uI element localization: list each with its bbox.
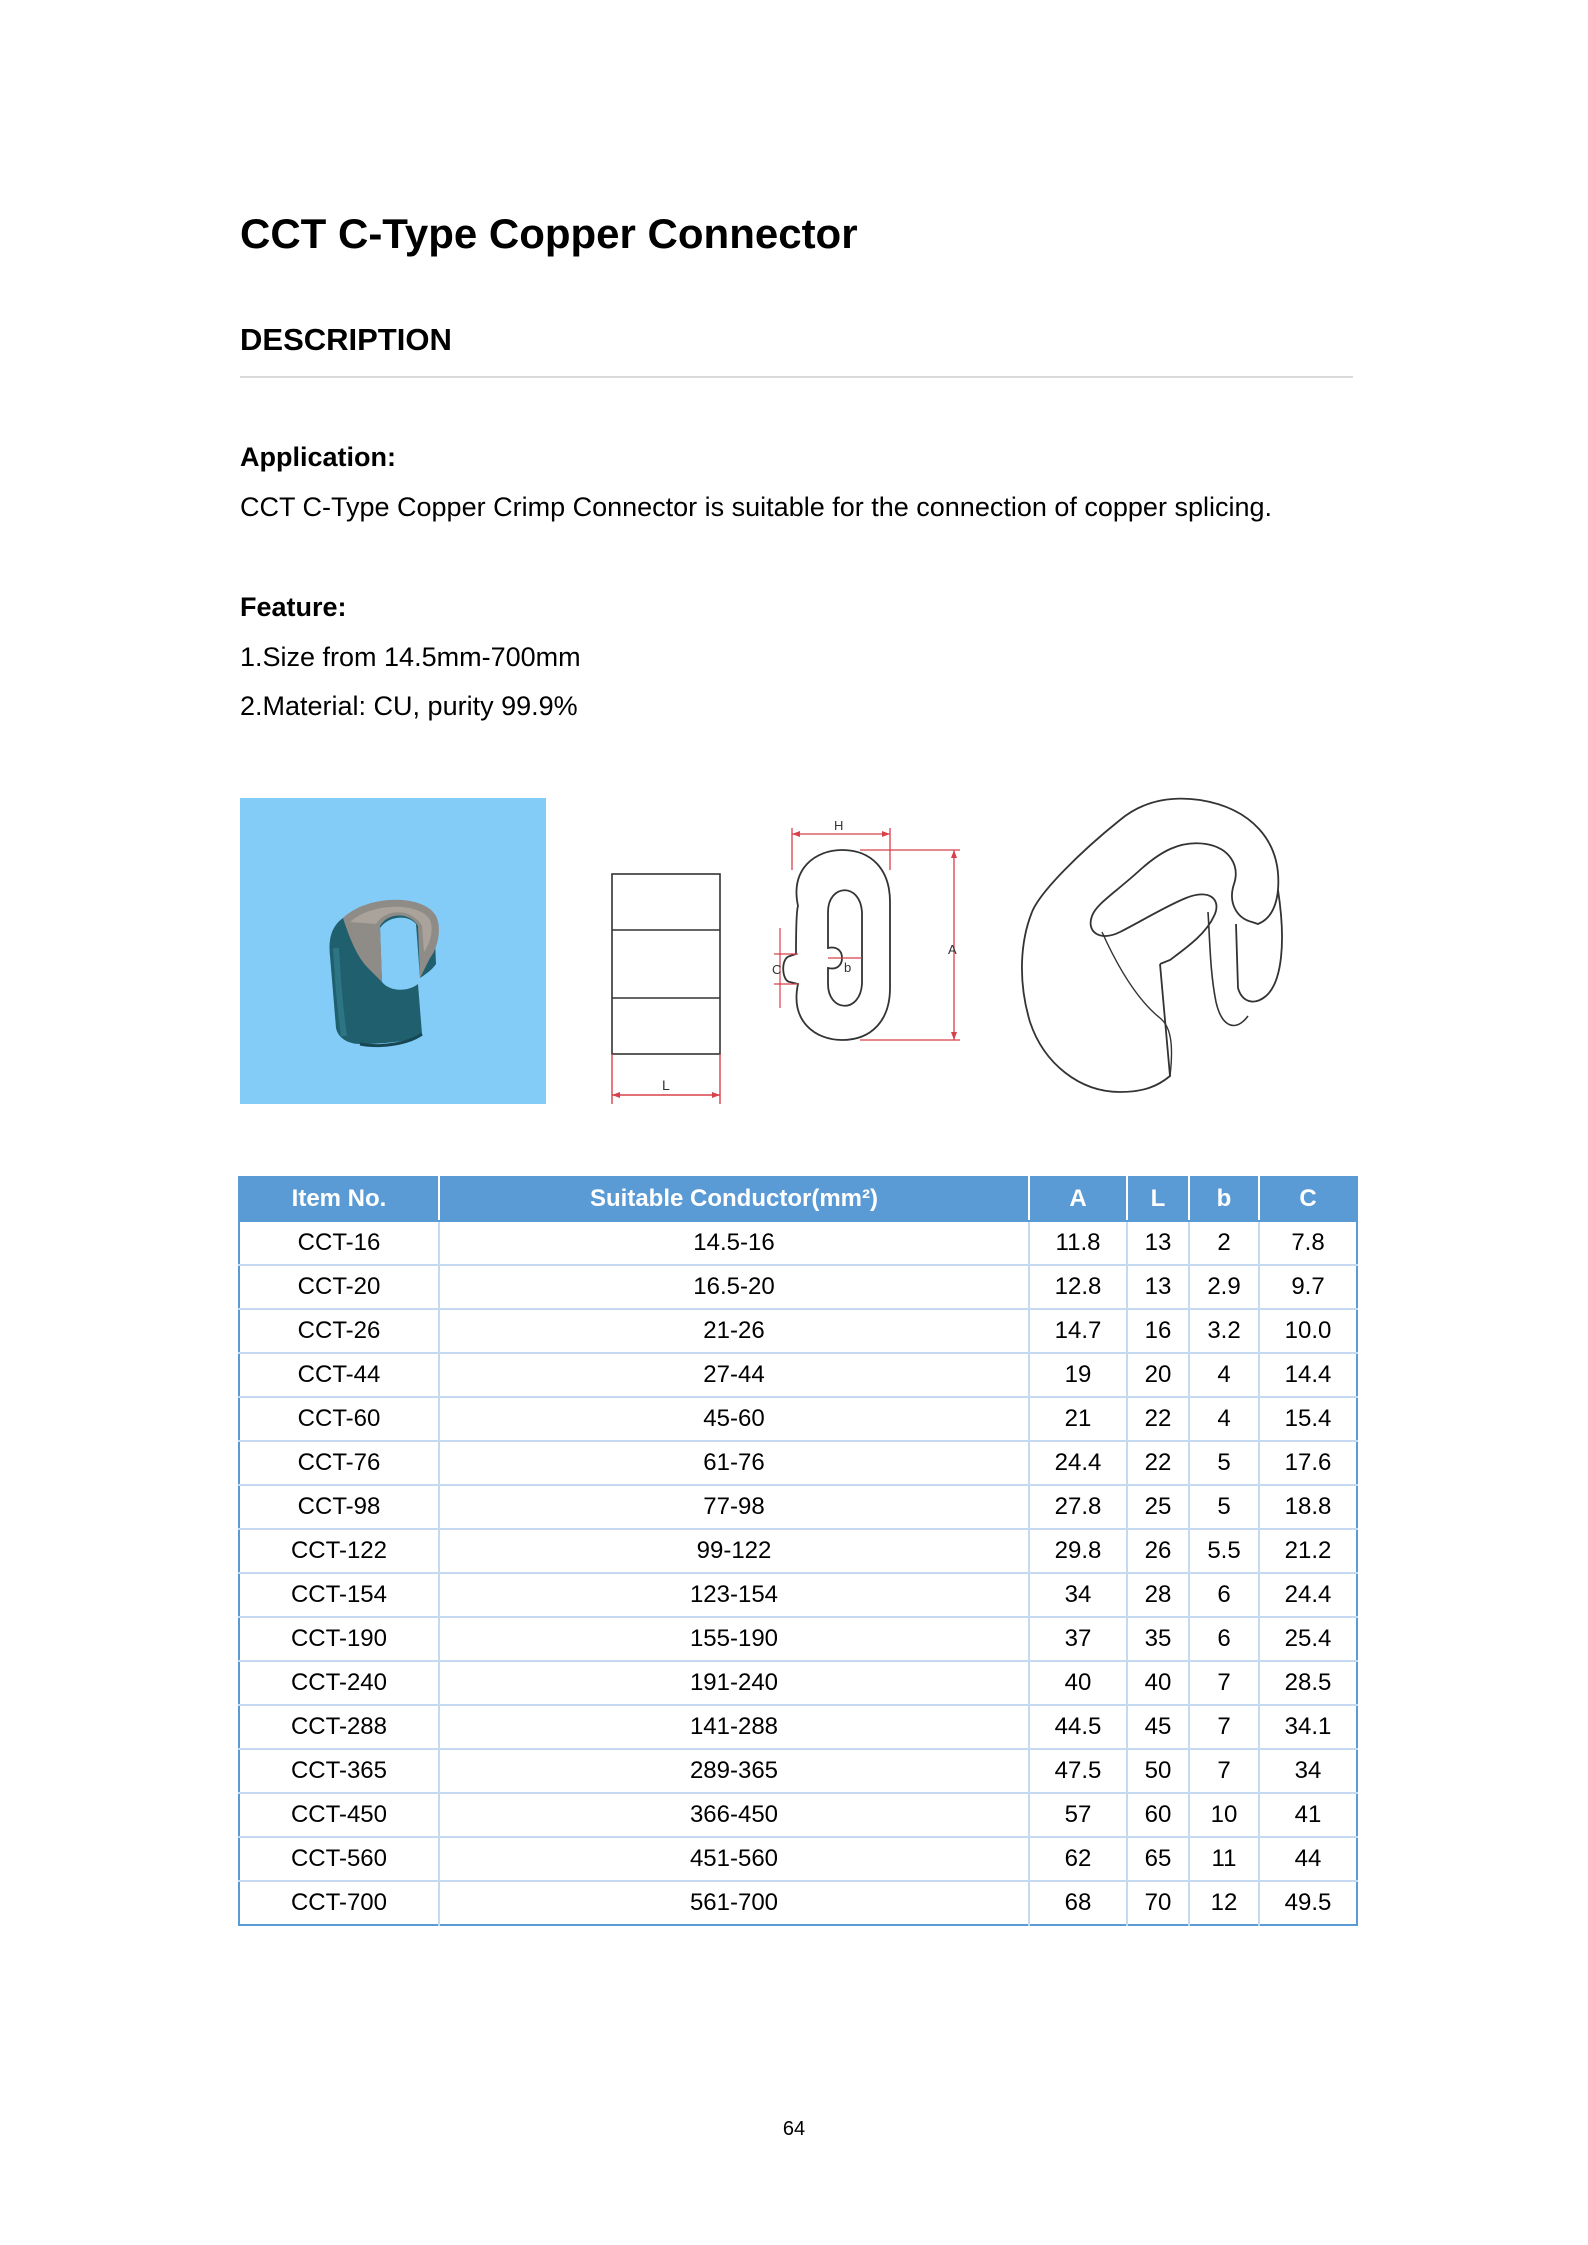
table-cell: CCT-700 xyxy=(239,1881,439,1925)
dimension-label: b xyxy=(844,960,852,975)
table-cell: 7.8 xyxy=(1259,1221,1357,1265)
table-cell: 50 xyxy=(1127,1749,1189,1793)
table-cell: 14.5-16 xyxy=(439,1221,1029,1265)
table-cell: 41 xyxy=(1259,1793,1357,1837)
front-view-graphic xyxy=(600,818,732,1104)
table-cell: CCT-98 xyxy=(239,1485,439,1529)
table-cell: 44 xyxy=(1259,1837,1357,1881)
table-cell: CCT-450 xyxy=(239,1793,439,1837)
table-cell: CCT-288 xyxy=(239,1705,439,1749)
page-number: 64 xyxy=(782,2118,806,2140)
section-divider xyxy=(240,376,1353,378)
table-cell: 34.1 xyxy=(1259,1705,1357,1749)
table-cell: 44.5 xyxy=(1029,1705,1127,1749)
table-row xyxy=(239,1309,1357,1353)
column-header: Item No. xyxy=(239,1177,439,1221)
table-cell: 28 xyxy=(1127,1573,1189,1617)
table-cell: 22 xyxy=(1127,1397,1189,1441)
feature-item: 2.Material: CU, purity 99.9% xyxy=(240,691,578,721)
dimension-label: L xyxy=(662,1077,670,1093)
table-body xyxy=(239,1221,1357,1925)
column-header: Suitable Conductor(mm²) xyxy=(439,1177,1029,1221)
table-cell: 19 xyxy=(1029,1353,1127,1397)
table-cell: 22 xyxy=(1127,1441,1189,1485)
table-cell: 62 xyxy=(1029,1837,1127,1881)
table-header-row xyxy=(239,1177,1357,1221)
table-row xyxy=(239,1265,1357,1309)
table-cell: 21 xyxy=(1029,1397,1127,1441)
table-row xyxy=(239,1221,1357,1265)
feature-label: Feature: xyxy=(240,592,347,622)
table-cell: 27.8 xyxy=(1029,1485,1127,1529)
table-cell: 4 xyxy=(1189,1353,1259,1397)
table-cell: 141-288 xyxy=(439,1705,1029,1749)
table-row xyxy=(239,1397,1357,1441)
table-row xyxy=(239,1881,1357,1925)
side-view-drawing xyxy=(760,808,968,1054)
table-cell: 26 xyxy=(1127,1529,1189,1573)
table-cell: 561-700 xyxy=(439,1881,1029,1925)
table-cell: 10 xyxy=(1189,1793,1259,1837)
column-header: L xyxy=(1127,1177,1189,1221)
table-cell: 123-154 xyxy=(439,1573,1029,1617)
table-cell: 25.4 xyxy=(1259,1617,1357,1661)
table-cell: 24.4 xyxy=(1029,1441,1127,1485)
table-cell: 49.5 xyxy=(1259,1881,1357,1925)
side-view-graphic xyxy=(760,808,968,1054)
table-cell: 11.8 xyxy=(1029,1221,1127,1265)
table-cell: 5 xyxy=(1189,1485,1259,1529)
table-cell: 7 xyxy=(1189,1661,1259,1705)
table-cell: CCT-240 xyxy=(239,1661,439,1705)
table-cell: 21.2 xyxy=(1259,1529,1357,1573)
table-row xyxy=(239,1441,1357,1485)
application-text: CCT C-Type Copper Crimp Connector is suitable for the connection of copper splicing. xyxy=(240,492,1272,522)
table-cell: 7 xyxy=(1189,1749,1259,1793)
table-row xyxy=(239,1793,1357,1837)
table-cell: CCT-190 xyxy=(239,1617,439,1661)
table-cell: CCT-122 xyxy=(239,1529,439,1573)
front-view-drawing xyxy=(600,818,732,1104)
table-cell: 366-450 xyxy=(439,1793,1029,1837)
table-cell: 40 xyxy=(1127,1661,1189,1705)
table-cell: 16.5-20 xyxy=(439,1265,1029,1309)
table-cell: 12 xyxy=(1189,1881,1259,1925)
table-cell: CCT-16 xyxy=(239,1221,439,1265)
column-header: A xyxy=(1029,1177,1127,1221)
table-cell: 155-190 xyxy=(439,1617,1029,1661)
dimension-label: C xyxy=(772,962,782,977)
table-cell: CCT-560 xyxy=(239,1837,439,1881)
table-cell: 20 xyxy=(1127,1353,1189,1397)
table-row xyxy=(239,1485,1357,1529)
table-cell: 47.5 xyxy=(1029,1749,1127,1793)
table-row xyxy=(239,1705,1357,1749)
table-row xyxy=(239,1529,1357,1573)
table-cell: 28.5 xyxy=(1259,1661,1357,1705)
table-cell: 3.2 xyxy=(1189,1309,1259,1353)
table-cell: 70 xyxy=(1127,1881,1189,1925)
table-cell: 18.8 xyxy=(1259,1485,1357,1529)
table-cell: 29.8 xyxy=(1029,1529,1127,1573)
table-cell: CCT-20 xyxy=(239,1265,439,1309)
table-cell: CCT-365 xyxy=(239,1749,439,1793)
dimension-label: H xyxy=(834,818,844,833)
table-cell: 25 xyxy=(1127,1485,1189,1529)
table-cell: 15.4 xyxy=(1259,1397,1357,1441)
table-cell: 77-98 xyxy=(439,1485,1029,1529)
section-heading: DESCRIPTION xyxy=(240,322,452,357)
table-cell: 99-122 xyxy=(439,1529,1029,1573)
table-cell: 11 xyxy=(1189,1837,1259,1881)
table-cell: CCT-60 xyxy=(239,1397,439,1441)
spec-table xyxy=(238,1176,1358,1926)
table-cell: 17.6 xyxy=(1259,1441,1357,1485)
table-cell: 7 xyxy=(1189,1705,1259,1749)
table-cell: 61-76 xyxy=(439,1441,1029,1485)
table-cell: CCT-26 xyxy=(239,1309,439,1353)
table-cell: 14.7 xyxy=(1029,1309,1127,1353)
table-row xyxy=(239,1661,1357,1705)
product-photo xyxy=(240,798,546,1104)
table-cell: 68 xyxy=(1029,1881,1127,1925)
table-row xyxy=(239,1353,1357,1397)
table-cell: 24.4 xyxy=(1259,1573,1357,1617)
table-cell: 2 xyxy=(1189,1221,1259,1265)
isometric-graphic xyxy=(1010,792,1292,1094)
connector-photo-graphic xyxy=(240,798,546,1104)
table-cell: 10.0 xyxy=(1259,1309,1357,1353)
table-cell: 13 xyxy=(1127,1221,1189,1265)
isometric-drawing xyxy=(1010,792,1292,1094)
table-cell: 60 xyxy=(1127,1793,1189,1837)
table-cell: 45-60 xyxy=(439,1397,1029,1441)
table-cell: 14.4 xyxy=(1259,1353,1357,1397)
table-cell: 16 xyxy=(1127,1309,1189,1353)
column-header: b xyxy=(1189,1177,1259,1221)
table-cell: CCT-44 xyxy=(239,1353,439,1397)
table-cell: 2.9 xyxy=(1189,1265,1259,1309)
table-cell: 5.5 xyxy=(1189,1529,1259,1573)
table-cell: 13 xyxy=(1127,1265,1189,1309)
table-row xyxy=(239,1837,1357,1881)
table-cell: 191-240 xyxy=(439,1661,1029,1705)
table-cell: 289-365 xyxy=(439,1749,1029,1793)
table-cell: CCT-76 xyxy=(239,1441,439,1485)
table-cell: 37 xyxy=(1029,1617,1127,1661)
table-cell: 5 xyxy=(1189,1441,1259,1485)
table-cell: 451-560 xyxy=(439,1837,1029,1881)
column-header: C xyxy=(1259,1177,1357,1221)
table-cell: 65 xyxy=(1127,1837,1189,1881)
table-row xyxy=(239,1617,1357,1661)
table-cell: 57 xyxy=(1029,1793,1127,1837)
table-cell: 40 xyxy=(1029,1661,1127,1705)
table-cell: 9.7 xyxy=(1259,1265,1357,1309)
table-cell: 21-26 xyxy=(439,1309,1029,1353)
feature-item: 1.Size from 14.5mm-700mm xyxy=(240,642,581,672)
table-cell: 34 xyxy=(1259,1749,1357,1793)
table-cell: 34 xyxy=(1029,1573,1127,1617)
table-cell: CCT-154 xyxy=(239,1573,439,1617)
table-cell: 6 xyxy=(1189,1573,1259,1617)
page-title: CCT C-Type Copper Connector xyxy=(240,210,858,257)
table-cell: 12.8 xyxy=(1029,1265,1127,1309)
table-row xyxy=(239,1749,1357,1793)
table-cell: 35 xyxy=(1127,1617,1189,1661)
table-cell: 45 xyxy=(1127,1705,1189,1749)
table-cell: 4 xyxy=(1189,1397,1259,1441)
application-label: Application: xyxy=(240,442,396,472)
table-cell: 6 xyxy=(1189,1617,1259,1661)
table-row xyxy=(239,1573,1357,1617)
table-cell: 27-44 xyxy=(439,1353,1029,1397)
dimension-label: A xyxy=(948,942,957,957)
